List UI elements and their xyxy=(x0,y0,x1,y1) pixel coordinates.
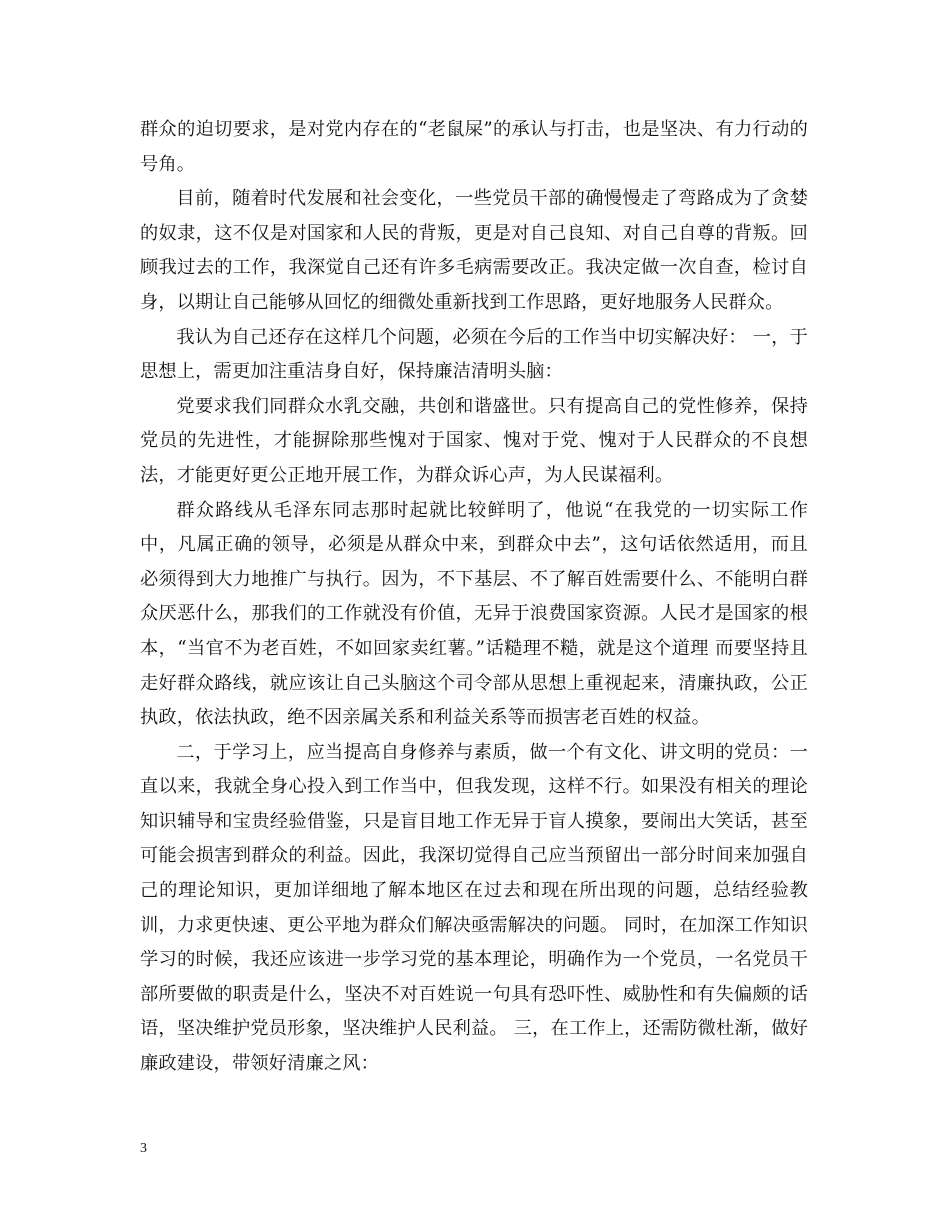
paragraph-2: 目前，随着时代发展和社会变化，一些党员干部的确慢慢走了弯路成为了贪婪的奴隶，这不仅是对国家和人民的背叛，更是对自己良知、对自己自尊的背叛。回顾我过去的工作，我深觉自己还有许多毛病需要改正。我决定做一次自查，检讨自身，以期让自己能够从回忆的细微处重新找到工作思路，更好地服务人民群众。 xyxy=(140,188,808,313)
paragraph-5: 群众路线从毛泽东同志那时起就比较鲜明了，他说“在我党的一切实际工作中，凡属正确的领导，必须是从群众中来，到群众中去”，这句话依然适用，而且必须得到大力地推广与执行。因为，不下基层、不了解百姓需要什么、不能明白群众厌恶什么，那我们的工作就没有价值，无异于浪费国家资源。人民才是国家的根本，“当官不为老百姓，不如回家卖红薯。”话糙理不糙，就是这个道理 而要坚持且走好群众路线，就应该让自己头脑这个司令部从思想上重视起来，清廉执政，公正执政，依法执政，绝不因亲属关系和利益关系等而损害老百姓的权益。 xyxy=(140,499,808,729)
paragraph-3: 我认为自己还存在这样几个问题，必须在今后的工作当中切实解决好： 一，于思想上，需更加注重洁身自好，保持廉洁清明头脑： xyxy=(140,326,808,383)
page-number: 3 xyxy=(140,1141,147,1156)
paragraph-6: 二，于学习上，应当提高自身修养与素质，做一个有文化、讲文明的党员：一直以来，我就全身心投入到工作当中，但我发现，这样不行。如果没有相关的理论知识辅导和宝贵经验借鉴，只是盲目地工作无异于盲人摸象，要闹出大笑话，甚至可能会损害到群众的利益。因此，我深切觉得自己应当预留出一部分时间来加强自己的理论知识，更加详细地了解本地区在过去和现在所出现的问题，总结经验教训，力求更快速、更公平地为群众们解决亟需解决的问题。 同时，在加深工作知识学习的时候，我还应该进一步学习党的基本理论，明确作为一个党员，一名党员干部所要做的职责是什么，坚决不对百姓说一句具有恐吓性、威胁性和有失偏颇的话语，坚决维护党员形象，坚决维护人民利益。 三，在工作上，还需防微杜渐，做好廉政建设，带领好清廉之风： xyxy=(140,741,808,1075)
paragraph-4: 党要求我们同群众水乳交融，共创和谐盛世。只有提高自己的党性修养，保持党员的先进性，才能摒除那些愧对于国家、愧对于党、愧对于人民群众的不良想法，才能更好更公正地开展工作，为群众诉心声，为人民谋福利。 xyxy=(140,395,808,486)
document-body xyxy=(140,113,808,1082)
paragraph-1: 群众的迫切要求，是对党内存在的“老鼠屎”的承认与打击，也是坚决、有力行动的号角。 xyxy=(140,119,808,175)
